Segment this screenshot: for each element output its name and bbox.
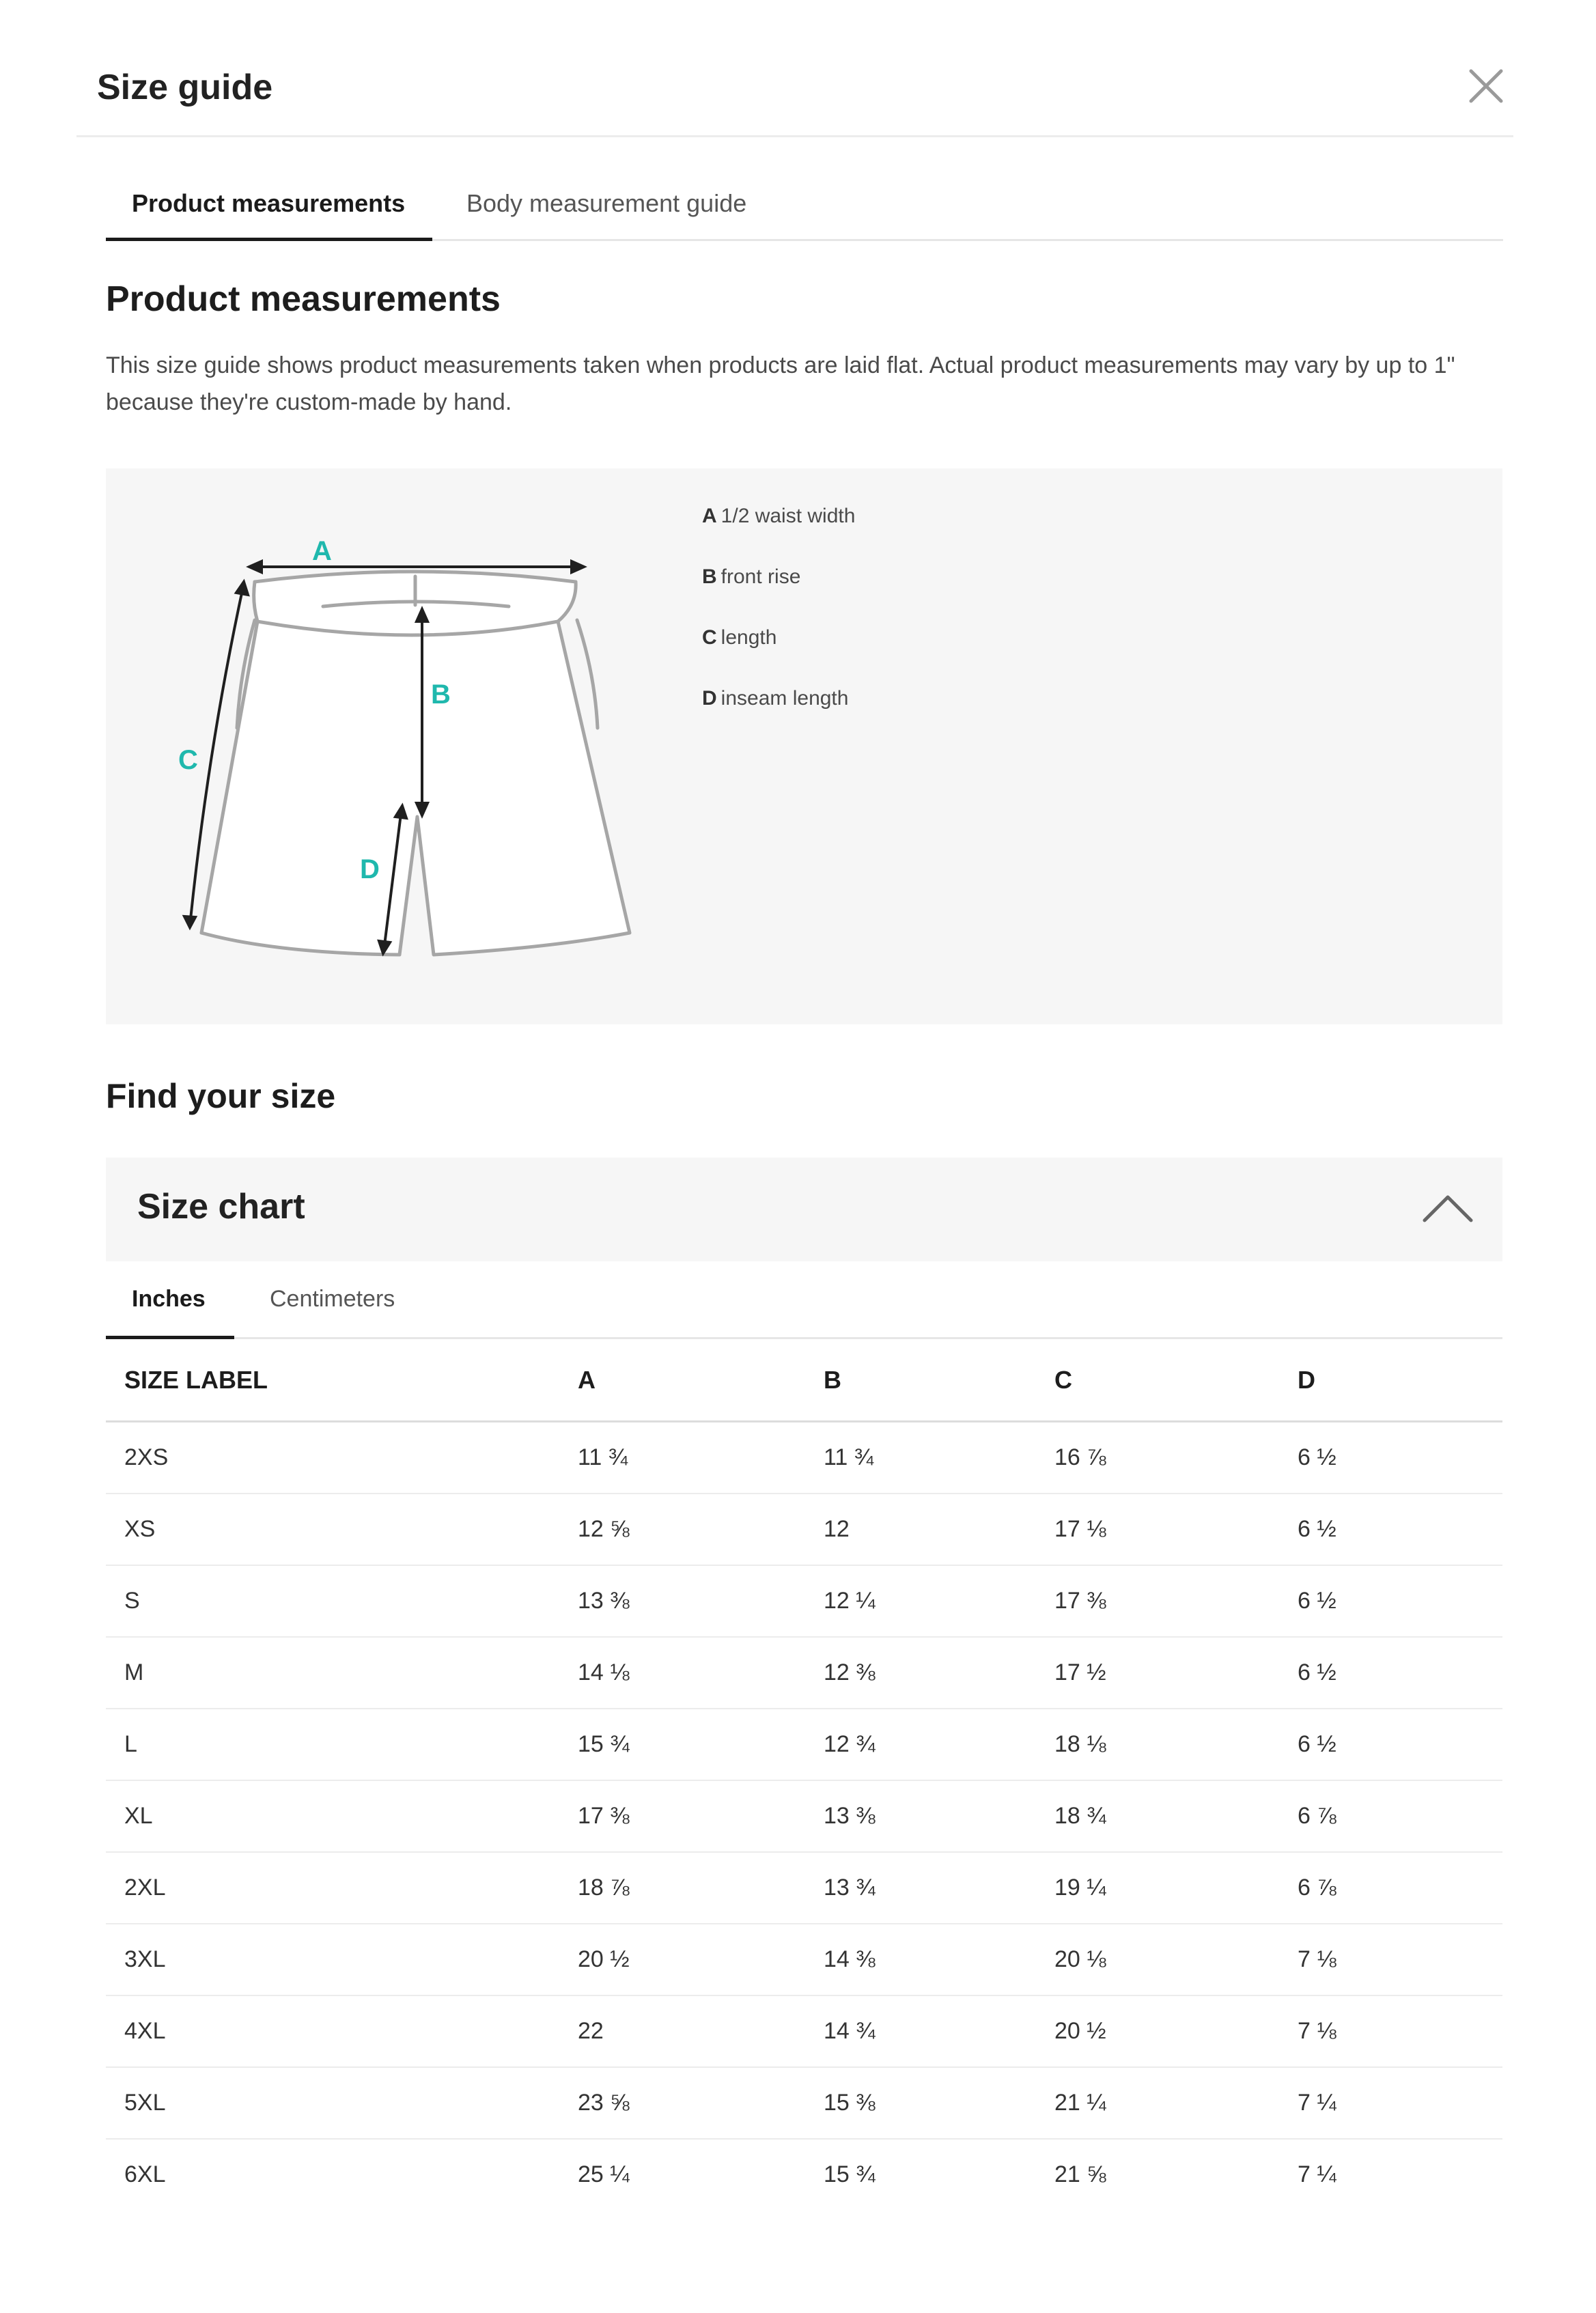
table-row: [106, 1924, 1502, 1995]
measurement-cell: 22: [578, 1995, 824, 2067]
measurement-cell: 20 ½: [1054, 1995, 1298, 2067]
measurement-cell: 6 ⅞: [1298, 1852, 1502, 1924]
table-row: [106, 2067, 1502, 2139]
size-label-cell: S: [106, 1565, 578, 1637]
diagram-label-b: B: [431, 679, 451, 710]
measurement-cell: 21 ¼: [1054, 2067, 1298, 2139]
measurement-cell: 19 ¼: [1054, 1852, 1298, 1924]
legend-item: [702, 563, 855, 624]
shorts-outline: [201, 582, 630, 955]
measurement-cell: 14 ⅛: [578, 1637, 824, 1709]
measurement-cell: 12 ⅝: [578, 1494, 824, 1565]
measurement-cell: 7 ⅛: [1298, 1995, 1502, 2067]
column-header-a: A: [578, 1340, 824, 1422]
unit-tabs: [106, 1270, 1502, 1339]
chevron-up-icon[interactable]: [1420, 1189, 1475, 1230]
close-icon: [1464, 64, 1508, 108]
measurement-cell: 17 ⅜: [578, 1780, 824, 1852]
measurement-cell: 14 ¾: [824, 1995, 1054, 2067]
measurement-cell: 14 ⅜: [824, 1924, 1054, 1995]
measurement-cell: 6 ½: [1298, 1494, 1502, 1565]
diagram-label-d: D: [360, 854, 380, 884]
measurement-cell: 20 ½: [578, 1924, 824, 1995]
legend-key: D: [702, 687, 717, 710]
size-chart-accordion[interactable]: [106, 1158, 1502, 1261]
size-label-cell: XL: [106, 1780, 578, 1852]
measurement-cell: 17 ⅛: [1054, 1494, 1298, 1565]
measurement-cell: 12: [824, 1494, 1054, 1565]
shorts-diagram: [106, 468, 693, 1024]
tab-inches[interactable]: Inches: [132, 1286, 206, 1312]
legend-item: [702, 503, 855, 563]
measurement-cell: 12 ¾: [824, 1709, 1054, 1780]
close-button[interactable]: [1464, 64, 1508, 108]
column-header-c: C: [1054, 1340, 1298, 1422]
tab-product-measurements[interactable]: Product measurements: [132, 189, 406, 217]
measurement-cell: 7 ⅛: [1298, 1924, 1502, 1995]
measurement-cell: 6 ½: [1298, 1565, 1502, 1637]
measurement-cell: 13 ⅜: [578, 1565, 824, 1637]
measurement-cell: 6 ½: [1298, 1709, 1502, 1780]
table-header-row: [106, 1340, 1502, 1422]
table-row: [106, 1852, 1502, 1924]
measurement-cell: 17 ⅜: [1054, 1565, 1298, 1637]
active-unit-indicator: [106, 1336, 234, 1339]
size-chart-title: Size chart: [137, 1187, 305, 1226]
measurement-cell: 11 ¾: [824, 1422, 1054, 1494]
measurement-cell: 15 ¾: [578, 1709, 824, 1780]
legend-text: 1/2 waist width: [720, 505, 856, 527]
size-label-cell: 5XL: [106, 2067, 578, 2139]
tab-centimeters[interactable]: Centimeters: [270, 1286, 395, 1312]
legend-key: A: [702, 505, 717, 527]
table-row: [106, 1565, 1502, 1637]
measurement-cell: 6 ½: [1298, 1422, 1502, 1494]
measurement-cell: 17 ½: [1054, 1637, 1298, 1709]
legend-text: front rise: [720, 565, 801, 588]
size-chart-table: [106, 1340, 1502, 2210]
active-tab-indicator: [106, 238, 432, 241]
measurement-legend: [702, 503, 855, 746]
diagram-label-a: A: [312, 536, 332, 566]
measurement-cell: 20 ⅛: [1054, 1924, 1298, 1995]
diagram-label-c: C: [178, 745, 198, 775]
legend-text: inseam length: [720, 687, 849, 710]
size-guide-description: This size guide shows product measurements taken when products are laid flat. Actual product measurements may vary by up to 1" because they're custom-made by hand.: [106, 352, 1455, 415]
size-label-cell: 3XL: [106, 1924, 578, 1995]
size-label-cell: XS: [106, 1494, 578, 1565]
size-label-cell: 2XL: [106, 1852, 578, 1924]
column-header-size: SIZE LABEL: [106, 1340, 578, 1422]
legend-item: [702, 685, 855, 746]
product-measurements-heading: Product measurements: [106, 279, 501, 319]
column-header-b: B: [824, 1340, 1054, 1422]
guide-tabs: [106, 171, 1503, 241]
table-row: [106, 1709, 1502, 1780]
size-label-cell: L: [106, 1709, 578, 1780]
measurement-cell: 21 ⅝: [1054, 2161, 1106, 2187]
measurement-cell: 12 ⅜: [824, 1637, 1054, 1709]
measurement-cell: 6 ⅞: [1298, 1780, 1502, 1852]
size-label-cell: 6XL: [124, 2161, 166, 2187]
legend-key: B: [702, 565, 717, 588]
modal-title: Size guide: [97, 68, 273, 107]
measurement-cell: 7 ¼: [1298, 2161, 1336, 2187]
measurement-cell: 12 ¼: [824, 1565, 1054, 1637]
modal-header: [76, 48, 1513, 137]
measurement-diagram-panel: [106, 468, 1502, 1024]
measurement-cell: 18 ⅞: [578, 1852, 824, 1924]
measurement-cell: 16 ⅞: [1054, 1422, 1298, 1494]
measurement-cell: 15 ⅜: [824, 2067, 1054, 2139]
find-your-size-heading: Find your size: [106, 1077, 336, 1115]
table-row: [106, 2139, 1502, 2210]
measurement-cell: 15 ¾: [824, 2161, 876, 2187]
measurement-cell: 25 ¼: [578, 2161, 630, 2187]
column-header-d: D: [1298, 1340, 1502, 1422]
legend-text: length: [720, 626, 777, 649]
measurement-cell: 7 ¼: [1298, 2067, 1502, 2139]
tab-body-measurement-guide[interactable]: Body measurement guide: [466, 189, 747, 217]
measurement-cell: 13 ⅜: [824, 1780, 1054, 1852]
table-row: [106, 1494, 1502, 1565]
size-label-cell: 2XS: [106, 1422, 578, 1494]
measurement-cell: 13 ¾: [824, 1852, 1054, 1924]
table-row: [106, 1637, 1502, 1709]
table-row: [106, 1780, 1502, 1852]
measurement-cell: 23 ⅝: [578, 2067, 824, 2139]
legend-key: C: [702, 626, 717, 649]
measurement-cell: 6 ½: [1298, 1637, 1502, 1709]
measurement-cell: 18 ⅛: [1054, 1709, 1298, 1780]
measurement-cell: 18 ¾: [1054, 1780, 1298, 1852]
measurement-cell: 11 ¾: [578, 1422, 824, 1494]
size-label-cell: 4XL: [106, 1995, 578, 2067]
table-row: [106, 1995, 1502, 2067]
size-label-cell: M: [106, 1637, 578, 1709]
legend-item: [702, 624, 855, 685]
table-row: [106, 1422, 1502, 1494]
